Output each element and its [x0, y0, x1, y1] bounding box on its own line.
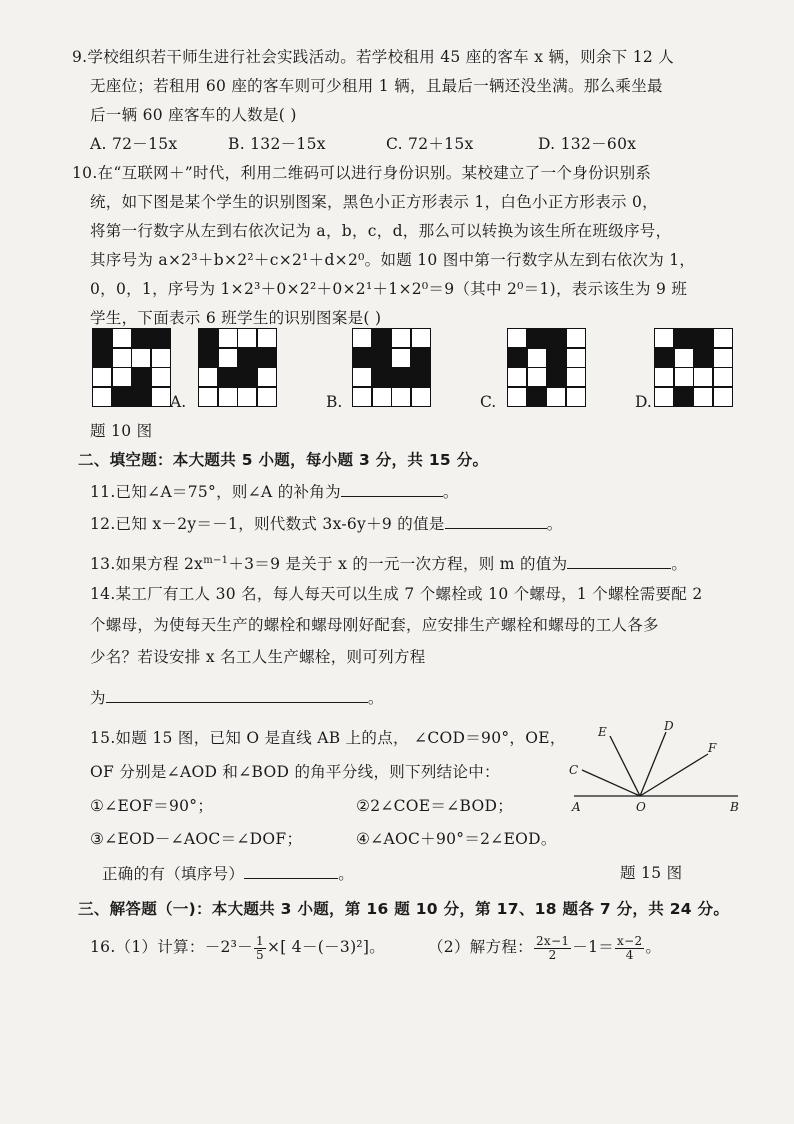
white-cell: [199, 388, 217, 406]
q14-answer-blank[interactable]: [106, 686, 368, 703]
ray-oc: [582, 770, 640, 796]
white-cell: [714, 368, 732, 386]
q11-text: 11.已知∠A＝75°，则∠A 的补角为: [90, 483, 341, 501]
black-cell: [258, 349, 276, 367]
white-cell: [392, 329, 410, 347]
q15-answer-blank[interactable]: [244, 862, 338, 879]
black-cell: [238, 349, 256, 367]
black-cell: [547, 368, 565, 386]
white-cell: [219, 349, 237, 367]
black-cell: [353, 349, 371, 367]
black-cell: [238, 368, 256, 386]
white-cell: [132, 349, 150, 367]
white-cell: [412, 388, 430, 406]
black-cell: [152, 329, 170, 347]
q16-part1: 16.（1）计算：－2³－ $\frac{1}{5}$ ×[ 4－(－3)²]。: [90, 933, 386, 962]
q10-option-c-pattern: [507, 328, 586, 407]
black-cell: [373, 349, 391, 367]
white-cell: [714, 329, 732, 347]
q15-conclusion-2: ②2∠COE＝∠BOD；: [356, 797, 514, 815]
white-cell: [567, 388, 585, 406]
white-cell: [392, 388, 410, 406]
white-cell: [258, 388, 276, 406]
q10-option-d-pattern: [654, 328, 733, 407]
white-cell: [219, 329, 237, 347]
ray-of: [640, 754, 708, 796]
white-cell: [567, 368, 585, 386]
black-cell: [547, 329, 565, 347]
black-cell: [694, 349, 712, 367]
q10-option-b-pattern: [352, 328, 431, 407]
white-cell: [152, 388, 170, 406]
white-cell: [694, 368, 712, 386]
white-cell: [113, 349, 131, 367]
q14-line3: 少名？若设安排 x 名工人生产螺栓，则可列方程: [90, 648, 426, 666]
q11: 11.已知∠A＝75°，则∠A 的补角为 。: [90, 480, 459, 503]
white-cell: [199, 368, 217, 386]
point-a-label: A: [572, 800, 581, 814]
white-cell: [655, 368, 673, 386]
white-cell: [567, 329, 585, 347]
black-cell: [113, 388, 131, 406]
white-cell: [714, 349, 732, 367]
q15-angle-figure: [560, 718, 750, 818]
q14-line1: 14.某工厂有工人 30 名，每人每天可以生成 7 个螺栓或 10 个螺母，1 个螺栓需要配 2: [90, 585, 703, 603]
black-cell: [373, 368, 391, 386]
white-cell: [373, 388, 391, 406]
black-cell: [219, 368, 237, 386]
q16-fraction-right: $\frac{x-2}{4}$: [617, 933, 643, 962]
black-cell: [412, 368, 430, 386]
q10-line2: 统，如下图是某个学生的识别图案，黑色小正方形表示 1，白色小正方形表示 0，: [90, 193, 658, 211]
q14-line2: 个螺母，为使每天生产的螺栓和螺母刚好配套，应安排生产螺栓和螺母的工人各多: [90, 616, 659, 634]
white-cell: [508, 388, 526, 406]
black-cell: [132, 329, 150, 347]
q10-line1: 10.在“互联网＋”时代，利用二维码可以进行身份识别。某校建立了一个身份识别系: [72, 164, 652, 182]
q14-line4: 为 。: [90, 686, 384, 709]
q9-option-b: B. 132－15x: [228, 135, 326, 153]
black-cell: [132, 368, 150, 386]
white-cell: [547, 388, 565, 406]
q10-line4: 其序号为 a×2³＋b×2²＋c×2¹＋d×2⁰。如题 10 图中第一行数字从左到右依次为 1，: [90, 251, 696, 269]
q9-line3: 后一辆 60 座客车的人数是( ): [90, 106, 297, 124]
white-cell: [93, 368, 111, 386]
q15-line5: 正确的有（填序号） 。: [102, 862, 354, 885]
white-cell: [392, 349, 410, 367]
white-cell: [238, 388, 256, 406]
white-cell: [714, 388, 732, 406]
q10-label-d: D.: [635, 393, 652, 411]
black-cell: [412, 349, 430, 367]
black-cell: [528, 388, 546, 406]
white-cell: [675, 368, 693, 386]
q9-line1: 9.学校组织若干师生进行社会实践活动。若学校租用 45 座的客车 x 辆，则余下 12 人: [72, 48, 675, 66]
white-cell: [113, 329, 131, 347]
q10-line3: 将第一行数字从左到右依次记为 a，b，c，d，那么可以转换为该生所在班级序号，: [90, 222, 672, 240]
black-cell: [93, 349, 111, 367]
q15-conclusion-3: ③∠EOD－∠AOC＝∠DOF；: [90, 830, 303, 848]
white-cell: [258, 329, 276, 347]
white-cell: [219, 388, 237, 406]
white-cell: [353, 329, 371, 347]
ray-od: [640, 732, 666, 796]
q10-caption: 题 10 图: [90, 422, 153, 440]
section-2-title: 二、填空题：本大题共 5 小题，每小题 3 分，共 15 分。: [78, 451, 489, 469]
q9-line2: 无座位；若租用 60 座的客车则可少租用 1 辆，且最后一辆还没坐满。那么乘坐最: [90, 77, 663, 95]
white-cell: [694, 388, 712, 406]
q10-example-pattern: [92, 328, 171, 407]
point-e-label: E: [598, 725, 607, 739]
white-cell: [528, 349, 546, 367]
black-cell: [392, 368, 410, 386]
q12: 12.已知 x－2y＝－1，则代数式 3x-6y＋9 的值是 。: [90, 512, 563, 535]
q15-line2: OF 分别是∠AOD 和∠BOD 的角平分线，则下列结论中：: [90, 763, 500, 781]
white-cell: [508, 368, 526, 386]
white-cell: [238, 329, 256, 347]
q9-option-d: D. 132－60x: [538, 135, 637, 153]
q13-answer-blank[interactable]: [567, 552, 671, 569]
white-cell: [353, 368, 371, 386]
white-cell: [528, 368, 546, 386]
point-o-label: O: [636, 800, 646, 814]
black-cell: [132, 388, 150, 406]
q15-caption: 题 15 图: [620, 864, 683, 882]
q12-answer-blank[interactable]: [445, 512, 547, 529]
white-cell: [152, 368, 170, 386]
black-cell: [199, 349, 217, 367]
q13: 13.如果方程 $2x^{m-1}+3=9$ 是关于 x 的一元一次方程，则 m 的值为 。: [90, 550, 687, 575]
white-cell: [258, 368, 276, 386]
black-cell: [199, 329, 217, 347]
q10-label-a: A.: [170, 393, 187, 411]
q9-option-a: A. 72－15x: [90, 135, 178, 153]
section-3-title: 三、解答题（一)：本大题共 3 小题，第 16 题 10 分，第 17、18 题各 7 分，共 24 分。: [78, 900, 730, 918]
q15-line1: 15.如题 15 图，已知 O 是直线 AB 上的点， ∠COD＝90°，OE，: [90, 729, 566, 747]
black-cell: [528, 329, 546, 347]
point-d-label: D: [664, 719, 674, 733]
q10-label-c: C.: [480, 393, 497, 411]
ray-oe: [610, 736, 640, 796]
white-cell: [412, 329, 430, 347]
q15-conclusion-1: ①∠EOF＝90°；: [90, 797, 214, 815]
black-cell: [694, 329, 712, 347]
q11-answer-blank[interactable]: [341, 480, 443, 497]
q16-fraction-1-5: $\frac{1}{5}$: [256, 933, 264, 962]
q9-option-c: C. 72＋15x: [386, 135, 474, 153]
black-cell: [373, 329, 391, 347]
white-cell: [113, 368, 131, 386]
q10-option-a-pattern: [198, 328, 277, 407]
q12-text: 12.已知 x－2y＝－1，则代数式 3x-6y＋9 的值是: [90, 515, 445, 533]
white-cell: [655, 329, 673, 347]
white-cell: [508, 329, 526, 347]
q10-label-b: B.: [326, 393, 343, 411]
q16-part2: （2）解方程： $\frac{2x-1}{2}$ －1＝ $\frac{x-2}{4}$ 。: [428, 933, 662, 962]
white-cell: [567, 349, 585, 367]
black-cell: [93, 329, 111, 347]
point-b-label: B: [730, 800, 739, 814]
white-cell: [655, 388, 673, 406]
black-cell: [675, 388, 693, 406]
q16-fraction-left: $\frac{2x-1}{2}$: [535, 933, 570, 962]
white-cell: [353, 388, 371, 406]
point-c-label: C: [569, 763, 579, 777]
white-cell: [152, 349, 170, 367]
black-cell: [547, 349, 565, 367]
white-cell: [675, 349, 693, 367]
black-cell: [655, 349, 673, 367]
white-cell: [93, 388, 111, 406]
q15-conclusion-4: ④∠AOC＋90°＝2∠EOD。: [356, 830, 557, 848]
black-cell: [508, 349, 526, 367]
q10-line6: 学生，下面表示 6 班学生的识别图案是( ): [90, 309, 382, 327]
point-f-label: F: [708, 741, 717, 755]
q10-line5: 0，0，1，序号为 1×2³＋0×2²＋0×2¹＋1×2⁰＝9（其中 2⁰＝1)，表示该生为 9 班: [90, 280, 688, 298]
black-cell: [675, 329, 693, 347]
